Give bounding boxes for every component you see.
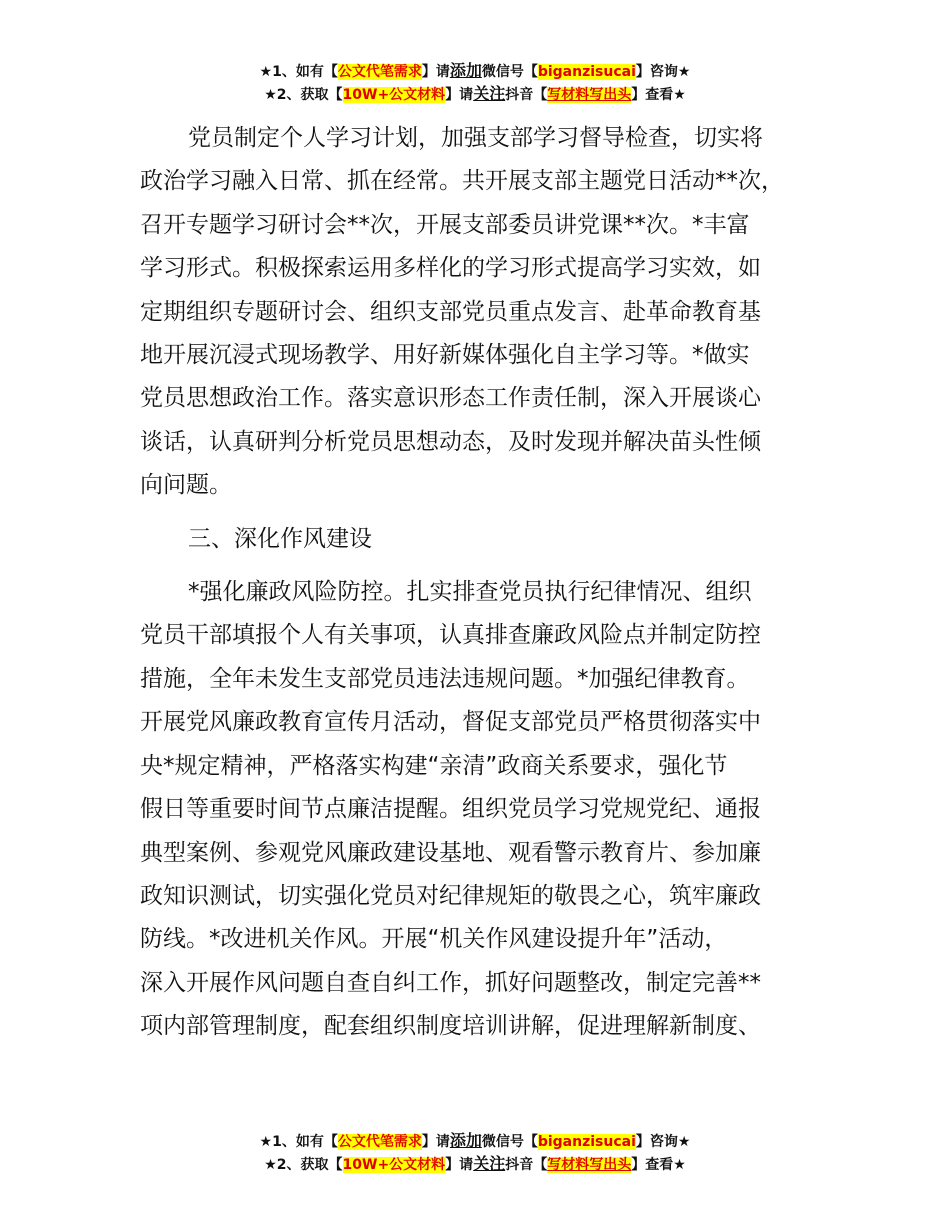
banner-text: 微信号【 bbox=[481, 64, 538, 80]
banner-text: ★1、如有【 bbox=[259, 64, 338, 80]
wechat-id-highlight: biganzisucai bbox=[537, 64, 636, 80]
wechat-id-highlight: biganzisucai bbox=[537, 1134, 636, 1150]
paragraph-2 bbox=[140, 571, 820, 1048]
text-line: 党员制定个人学习计划，加强支部学习督导检查，切实将 bbox=[188, 125, 763, 151]
banner-text: 】查看★ bbox=[631, 1157, 686, 1173]
text-line: 谈话，认真研判分析党员思想动态，及时发现并解决苗头性倾 bbox=[140, 428, 761, 455]
banner-text: 】请 bbox=[445, 1157, 474, 1173]
paragraph-1 bbox=[140, 117, 820, 508]
text-line: 央*规定精神，严格落实构建“亲清”政商关系要求，强化节 bbox=[140, 752, 728, 779]
text-line: 开展党风廉政教育宣传月活动，督促支部党员严格贯彻落实中 bbox=[140, 709, 761, 736]
banner-line-2 bbox=[0, 1153, 950, 1176]
text-line: 召开专题学习研讨会**次，开展支部委员讲党课**次。*丰富 bbox=[140, 211, 750, 238]
banner-emphasis: 关注 bbox=[473, 84, 506, 103]
text-line: 措施，全年未发生支部党员违法违规问题。*加强纪律教育。 bbox=[140, 665, 750, 692]
banner-text: ★2、获取【 bbox=[264, 1157, 343, 1173]
banner-text: 】请 bbox=[445, 87, 474, 103]
text-line: 政知识测试，切实强化党员对纪律规矩的敬畏之心，筑牢廉政 bbox=[140, 882, 761, 909]
text-line: 典型案例、参观党风廉政建设基地、观看警示教育片、参加廉 bbox=[140, 839, 761, 866]
douyin-account-highlight: 写材料写出头 bbox=[547, 1157, 632, 1173]
banner-text: ★2、获取【 bbox=[264, 87, 343, 103]
banner-text: 抖音【 bbox=[505, 1157, 548, 1173]
banner-line-1 bbox=[0, 60, 950, 83]
banner-text: 】请 bbox=[421, 64, 450, 80]
materials-highlight: 10W+公文材料 bbox=[342, 87, 446, 103]
materials-highlight: 10W+公文材料 bbox=[342, 1157, 446, 1173]
text-line: 党员思想政治工作。落实意识形态工作责任制，深入开展谈心 bbox=[140, 385, 761, 412]
banner-text: 】咨询★ bbox=[635, 1134, 691, 1150]
banner-text: 】请 bbox=[421, 1134, 450, 1150]
ghostwriting-highlight: 公文代笔需求 bbox=[337, 1134, 422, 1150]
text-line: 政治学习融入日常、抓在经常。共开展支部主题党日活动**次， bbox=[140, 168, 784, 195]
banner-emphasis: 添加 bbox=[449, 61, 482, 80]
text-line: 党员干部填报个人有关事项，认真排查廉政风险点并制定防控 bbox=[140, 622, 761, 649]
footer-banner bbox=[0, 1130, 950, 1176]
text-line: 地开展沉浸式现场教学、用好新媒体强化自主学习等。*做实 bbox=[140, 342, 750, 369]
banner-text: 微信号【 bbox=[481, 1134, 538, 1150]
ghostwriting-highlight: 公文代笔需求 bbox=[337, 64, 422, 80]
text-line: 防线。*改进机关作风。开展“机关作风建设提升年”活动， bbox=[140, 926, 728, 953]
text-line: 学习形式。积极探索运用多样化的学习形式提高学习实效，如 bbox=[140, 255, 761, 282]
banner-line-2 bbox=[0, 83, 950, 106]
banner-text: 】咨询★ bbox=[635, 64, 691, 80]
header-banner bbox=[0, 60, 950, 106]
banner-line-1 bbox=[0, 1130, 950, 1153]
banner-emphasis: 关注 bbox=[473, 1154, 506, 1173]
banner-text: 抖音【 bbox=[505, 87, 548, 103]
banner-text: 】查看★ bbox=[631, 87, 686, 103]
text-line: 假日等重要时间节点廉洁提醒。组织党员学习党规党纪、通报 bbox=[140, 796, 761, 823]
text-line: 项内部管理制度，配套组织制度培训讲解，促进理解新制度、 bbox=[140, 1013, 761, 1040]
banner-emphasis: 添加 bbox=[449, 1131, 482, 1150]
text-line: 向问题。 bbox=[140, 472, 232, 499]
section-heading: 三、深化作风建设 bbox=[188, 525, 372, 552]
douyin-account-highlight: 写材料写出头 bbox=[547, 87, 632, 103]
document-body bbox=[140, 117, 820, 1049]
text-line: *强化廉政风险防控。扎实排查党员执行纪律情况、组织 bbox=[188, 579, 752, 606]
text-line: 定期组织专题研讨会、组织支部党员重点发言、赴革命教育基 bbox=[140, 298, 761, 325]
text-line: 深入开展作风问题自查自纠工作，抓好问题整改，制定完善** bbox=[140, 969, 761, 996]
banner-text: ★1、如有【 bbox=[259, 1134, 338, 1150]
